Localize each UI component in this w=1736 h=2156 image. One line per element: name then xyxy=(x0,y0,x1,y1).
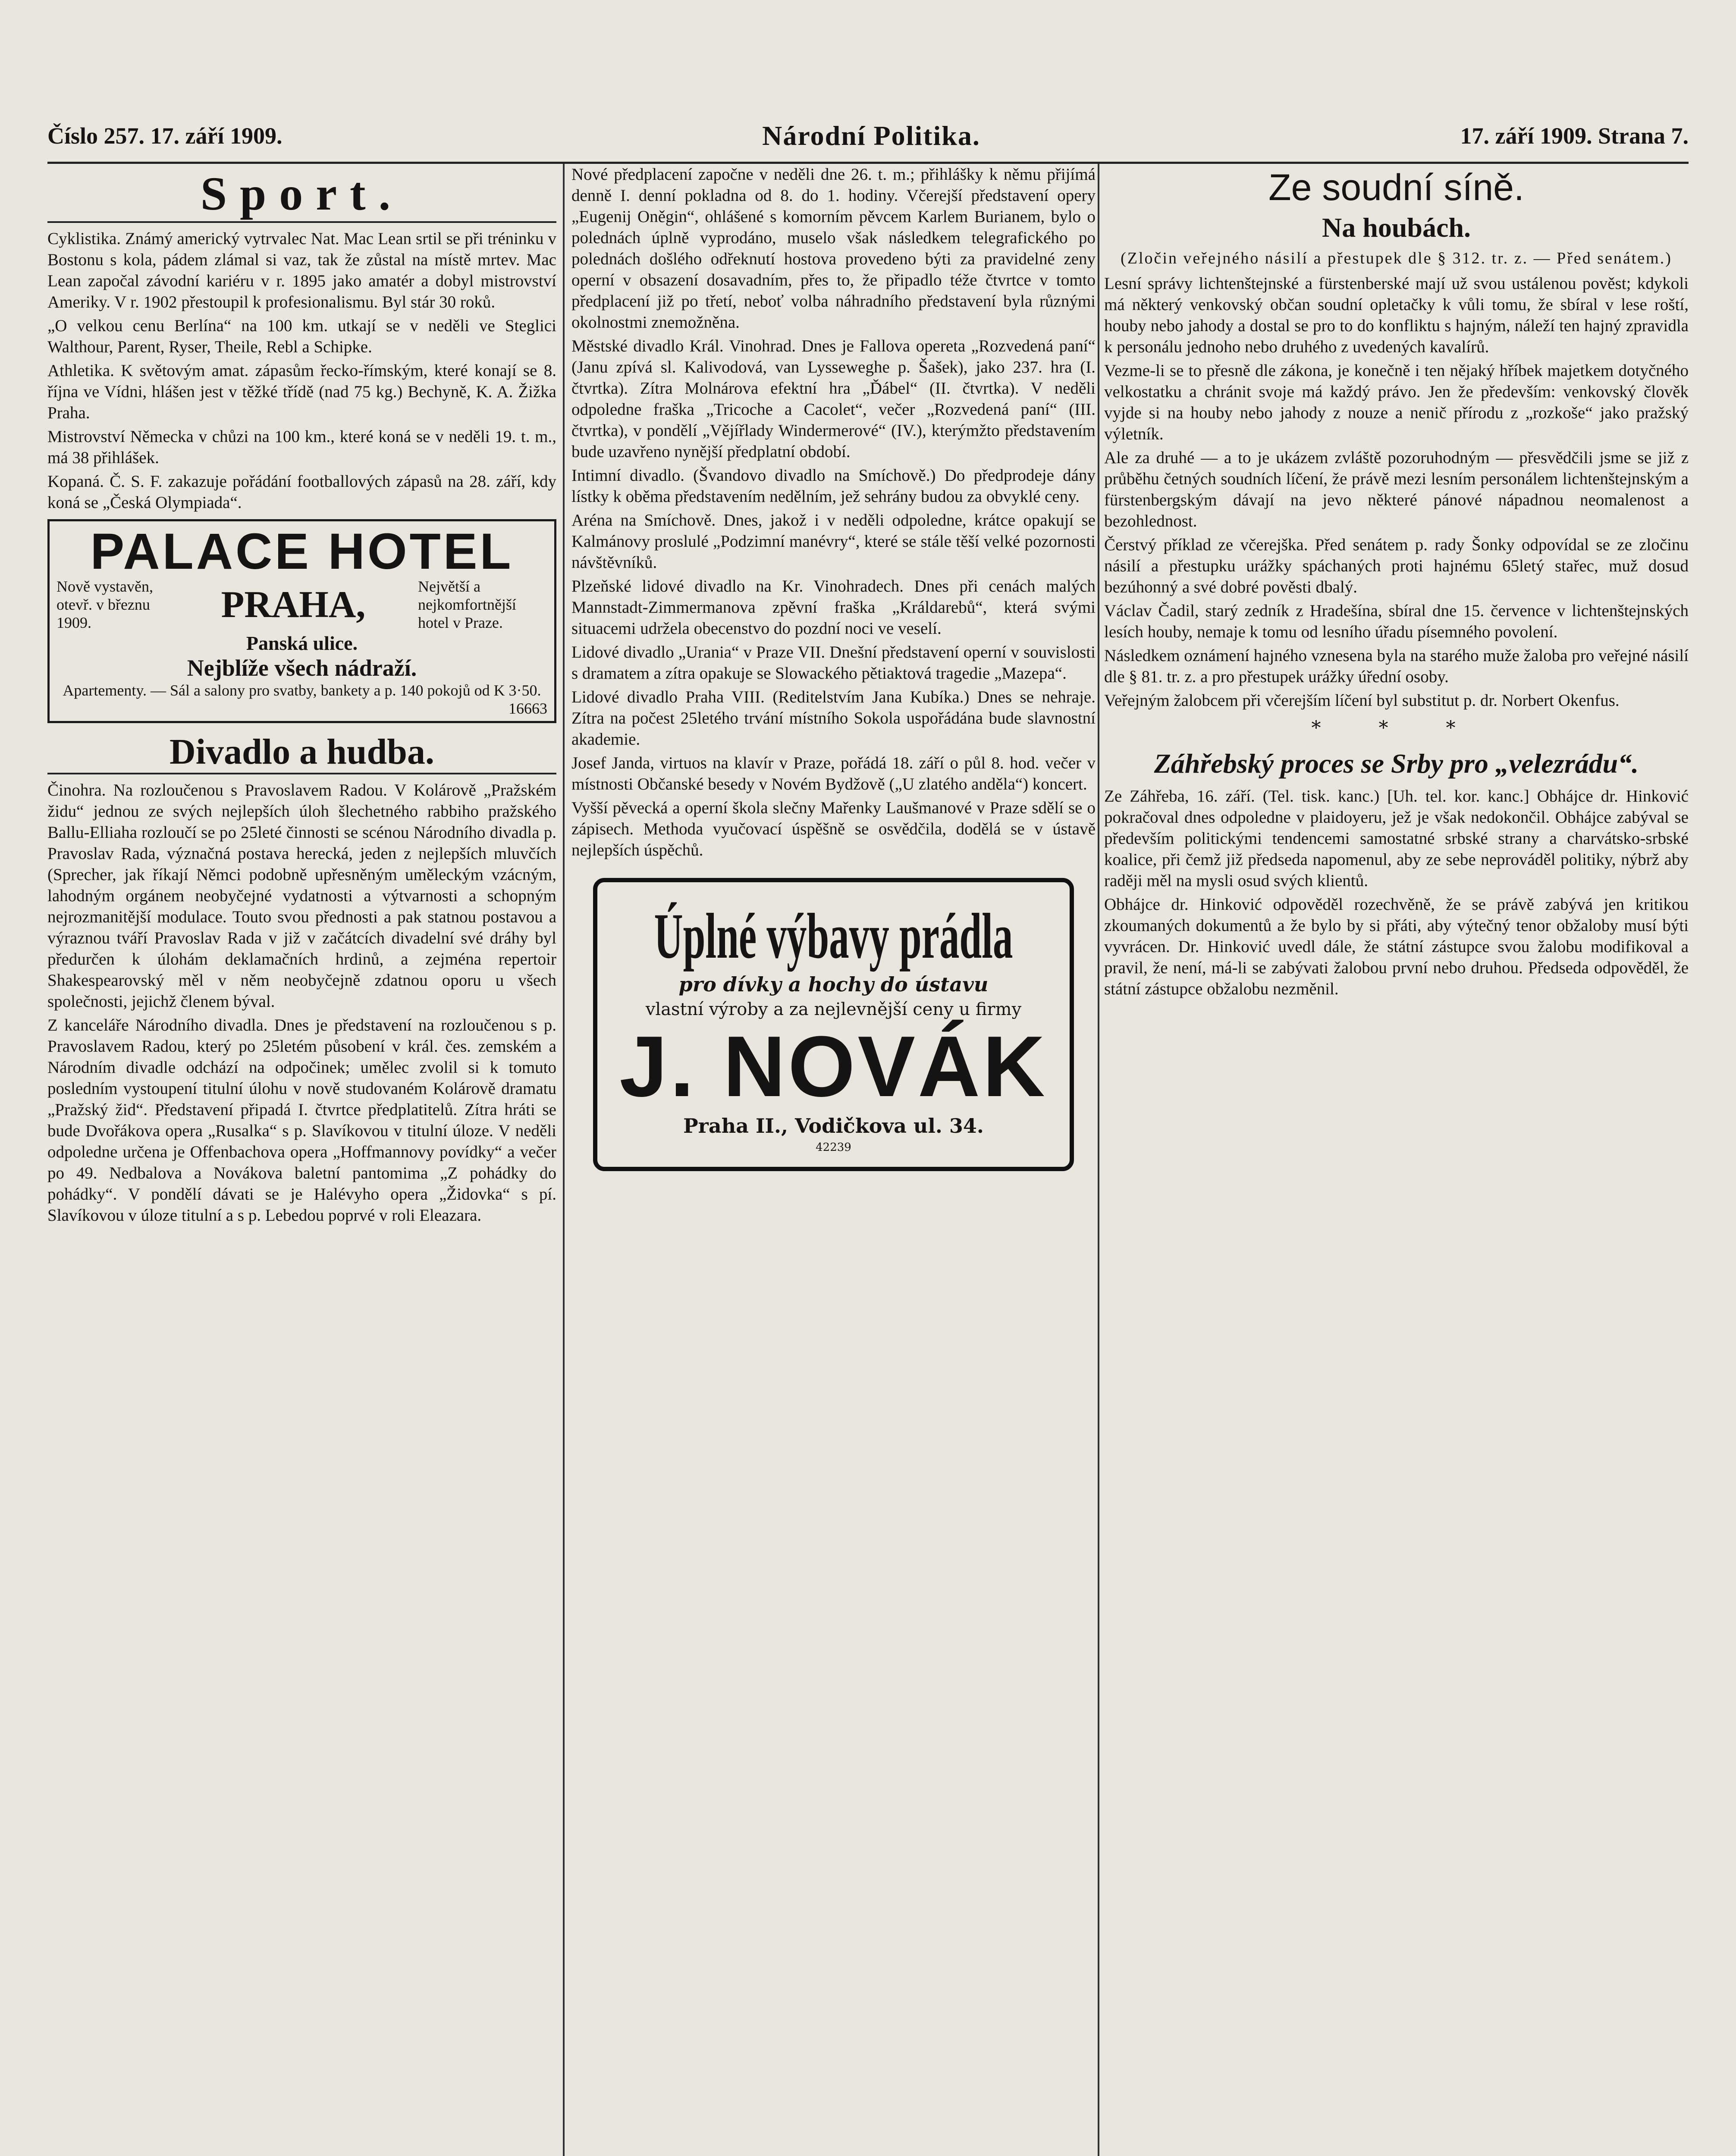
ad-code: 42239 xyxy=(816,1141,851,1154)
court-subheading: Na houbách. xyxy=(1322,212,1471,243)
court-para-2: Vezme-li se to přesně dle zákona, je konečně i ten nějaký hříbek majetkem dotyčného velkostatku a chránit svoje má každý právo. Jen že především: venkovský člověk vyjde si na houby nebo jahody z nouze a nenič přírodu z „rozkoše“ jako pražský výletník. xyxy=(1104,361,1689,443)
theatre-praha-viii: Lidové divadlo Praha VIII. (Reditelstvím Jana Kubíka.) Dnes se nehraje. Zítra na počest 25letého trvání místního Sokola uspořádána bude slavnostní akademie. xyxy=(571,688,1096,749)
sport-athletics: Athletika. K světovým amat. zápasům řecko-římským, které konají se 8. října ve Vídni, hlášen jest v těžké třídě (nad 75 kg.) Bechyně, K. A. Žižka Praha. xyxy=(47,361,556,422)
zagreb-trial-para-1: Ze Záhřeba, 16. září. (Tel. tisk. kanc.) [Uh. tel. kor. kanc.] Obhájce dr. Hinković pokračoval dnes odpoledne v plaidoyeru, jež je však nedokončil. Obhájce zabýval se především politickými tendencemi samostatné srbské strany a charvátsko-srbské koalice, při čemž již předseda napomenul, aby ze sebe neprováděl politiky, nýbrž aby raději měl na mysli osud svých klientů. xyxy=(1104,787,1689,890)
court-para-3: Ale za druhé — a to je ukázem zvláště pozoruhodným — přesvědčili jsme se již z průběhu četných soudních líčení, že právě mezi lesním personálem lichtenštejnským a fürstenbergským dávají na jevo některé pánové nápadnou neomalenost a bezohlednost. xyxy=(1104,448,1689,530)
novak-advertisement xyxy=(593,878,1074,1171)
sport-berlin: „O velkou cenu Berlína“ na 100 km. utkají se v neděli ve Steglici Walthour, Parent, Ryser, Theile, Rebl a Schipke. xyxy=(47,317,556,356)
palace-hotel-row xyxy=(57,577,547,632)
sport-heading: Sport. xyxy=(47,166,556,223)
separator-stars: * * * xyxy=(1311,717,1482,739)
ad-brand: J. NOVÁK xyxy=(619,1018,1048,1115)
column-theatre-news xyxy=(571,164,1096,1171)
theatre-drama: Činohra. Na rozloučenou s Pravoslavem Radou. V Kolárově „Pražském židu“ jednou ze svých nejlepších úloh šlechetného rabbiho pražského Ballu-Elliaha rozloučí se po 25leté činnosti se scénou Národního divadla p. Pravoslav Rada, význačná postava herecká, jeden z nejlepších mluvčích (Sprecher, jak říkají Němci podobně upřesněným uměleckým vzácným, lahodným orgánem neobyčejné vydatnosti a výtvarnosti a schopným nejrozmanitější modulace. Touto svou přednosti a pak statnou postavou a výraznou tváří Pravoslav Rada v již v začátcích divadelní své dráhy byl předurčen k úlohám deklamačních hrdinů, a zejména repertoir Shakespearovský měl v něm neobyčejně zdatnou oporu u všech společnosti, jejichž členem býval. xyxy=(47,781,556,1011)
palace-nearest: Nejblíže všech nádraží. xyxy=(187,655,417,681)
column-sport-theatre xyxy=(47,164,556,1228)
court-para-1: Lesní správy lichtenštejnské a fürstenberské mají už svou ustálenou pověst; kdykoli má některý venkovský občan soudní opletačky k vůli tomu, že sbíral v lese roští, houby nebo jahody a dostal se pro to do konfliktu s hajným, náleží ten hajný zpravidla k personálu jednoho nebo druhého z uvedených kavalírů. xyxy=(1104,274,1689,356)
column-divider xyxy=(563,164,565,2156)
opera-school: Vyšší pěvecká a operní škola slečny Mařenky Laušmanové v Praze sdělí se o zápisech. Methoda vyučovací úspěšně se osvědčila, dodělá se v ústavě nejlepších úspěchů. xyxy=(571,799,1096,859)
ad-title: Úplné výbavy prádla xyxy=(654,900,1013,972)
palace-hotel-ad xyxy=(47,519,556,723)
theatre-arena: Aréna na Smíchově. Dnes, jakož i v neděli odpoledne, krátce opakují se Kalmánovy proslulé „Podzimní manévry“, které se stále těší velké pozornosti návštěvníků. xyxy=(571,511,1096,572)
palace-hotel-name: PALACE HOTEL xyxy=(90,523,514,580)
sport-cycling: Cyklistika. Známý americký vytrvalec Nat. Mac Lean srtil se při tréninku v Bostonu s kola, pádem zlámal si vaz, tak že zůstal na místě mrtev. Mac Lean započal závodní kariéru v r. 1895 jako amatér a dobyl mistrovství Ameriky. V r. 1902 přestoupil k profesionalismu. Byl stár 30 roků. xyxy=(47,229,556,311)
palace-street: Panská ulice. xyxy=(246,632,358,654)
palace-largest: Největší a nejkomfortnější hotel v Praze. xyxy=(418,578,516,631)
zagreb-trial-para-2: Obhájce dr. Hinković odpověděl rozechvěně, že se právě zabývá jen kritikou zkoumaných dokumentů a že bylo by si přáti, aby výtečný tenor obžaloby musí býti vyvrácen. Dr. Hinković uvedl dále, že státní zástupce svou žalobu modifikoval a pravil, že není, má-li se zabývati žalobou první nebo druhou. Předseda odpověděl, že státní zástupce obžalobu nezměnil. xyxy=(1104,895,1689,998)
ad-address: Praha II., Vodičkova ul. 34. xyxy=(683,1114,984,1138)
zagreb-trial-heading: Záhřebský proces se Srby pro „velezrádu“. xyxy=(1154,748,1639,779)
palace-city: PRAHA, xyxy=(221,583,366,626)
theatre-intimate: Intimní divadlo. (Švandovo divadlo na Smíchově.) Do předprodeje dány lístky k oběma představením nedělním, jež sehrány budou za obvyklé ceny. xyxy=(571,466,1096,506)
court-para-7: Veřejným žalobcem při včerejším líčení byl substitut p. dr. Norbert Okenfus. xyxy=(1104,691,1620,710)
court-charge: (Zločin veřejného násilí a přestupek dle § 312. tr. z. — Před senátem.) xyxy=(1121,249,1672,267)
theatre-office: Z kanceláře Národního divadla. Dnes je představení na rozloučenou s p. Pravoslavem Radou, který po 25letém působení v král. čes. zemském a Národním divadle odchází na odpočinek; umělec zvolil si k tomuto posledním vystoupení titulní úlohu v nově studovaném Kolárově dramatu „Pražský žid“. Představení připadá I. čtvrtce předplatitelů. Zítra hráti se bude Dvořákova opera „Rusalka“ s p. Slavíkovou v titulní úloze. V neděli odpoledne určena je Offenbachova opera „Hoffmannovy povídky“ a večer po 49. Nedbalova a Novákova baletní pantomima „Z pohádky do pohádky“. V pondělí dávati se je Halévyho opera „Židovka“ s pí. Slavíkovou v úloze titulní a s p. Lebedou poprvé v roli Eleazara. xyxy=(47,1016,556,1225)
theatre-people: Plzeňské lidové divadlo na Kr. Vinohradech. Dnes při cenách malých Mannstadt-Zimmermanova zpěvní fraška „Králdarebů“, která svými situacemi udržela obecenstvo do pozdní noci ve veselí. xyxy=(571,577,1096,638)
palace-footer: Apartementy. — Sál a salony pro svatby, bankety a p. 140 pokojů od K 3·50. xyxy=(63,682,541,699)
palace-built: Nově vystavěn, otevř. v březnu 1909. xyxy=(57,578,153,631)
court-para-5: Václav Čadil, starý zedník z Hradešína, sbíral dne 15. července v lichtenštejnských lesích houby, nemaje k tomu od lesního úřadu písemného povolení. xyxy=(1104,602,1689,641)
concert-janda: Josef Janda, virtuos na klavír v Praze, pořádá 18. září o půl 8. hod. večer v místnosti Občanské besedy v Novém Bydžově („U zlatého anděla“) koncert. xyxy=(571,754,1096,793)
masthead: Národní Politika. xyxy=(762,120,980,151)
court-para-4: Čerstvý příklad ze včerejška. Před senátem p. rady Šonky odpovídal se ze zločinu násilí a přestupku urážky spáchaných proti hajnému 65letý stařec, muž dosud bezúhonný a své dobré pověsti dbalý. xyxy=(1104,536,1689,596)
sport-football: Kopaná. Č. S. F. zakazuje pořádání footballových zápasů na 28. září, kdy koná se „Česká Olympiada“. xyxy=(47,472,556,512)
page-header xyxy=(47,110,1689,164)
theatre-vinohrady: Městské divadlo Král. Vinohrad. Dnes je Fallova opereta „Rozvedená paní“ (Janu zpívá sl. Kalivodová, van Lysseweghe p. Šašek), jako 237. hra (I. čtvrtka). Zítra Molnárova efektní hra „Ďábel“ (II. čtvrtka). V neděli odpoledne fraška „Tricoche a Cacolet“, večer „Rozvedená paní“ (III. čtvrtka), v pondělí „Vějířlady Windermerové“ (IV.), kterýmžto představením bude uzavřeno nynější předplatní období. xyxy=(571,337,1096,461)
palace-code: 16663 xyxy=(509,700,547,717)
court-para-6: Následkem oznámení hajného vznesena byla na starého muže žaloba pro veřejné násilí dle § 81. tr. z. a pro přestupek urážky úřední osoby. xyxy=(1104,646,1689,686)
issue-number: Číslo 257. 17. září 1909. xyxy=(47,123,283,149)
theatre-subscription: Nové předplacení započne v neděli dne 26. t. m.; přihlášky k němu přijímá denně I. denní pokladna od 8. do 1. hodiny. Včerejší představení opery „Eugenij Oněgin“, ohlášené s komorním pěvcem Karlem Burianem, bylo o polednách úplně vyprodáno, muselo však následkem telegrafického po polednách došlého odřeknutí hostova provedeno býti za pravidelné zeny operní v obsazení dosavadním, přes to, že připadlo téže čtvrtce v tomto předplacení již po třetí, neboť volba náhradního představení byla různými okolnostmi znemožněna. xyxy=(571,165,1096,332)
column-divider xyxy=(1098,164,1099,2156)
ad-subtitle: pro dívky a hochy do ústavu xyxy=(678,973,989,996)
theatre-urania: Lidové divadlo „Urania“ v Praze VII. Dnešní představení operní v souvislosti s dramatem a zítra opakuje se Slowackého pětiaktová tragedie „Mazepa“. xyxy=(571,643,1096,683)
sport-walking: Mistrovství Německa v chůzi na 100 km., které koná se v neděli 19. t. m., má 38 přihlášek. xyxy=(47,427,556,467)
ad-description: vlastní výroby a za nejlevnější ceny u firmy xyxy=(645,1000,1022,1019)
court-heading: Ze soudní síně. xyxy=(1268,167,1524,208)
theatre-heading: Divadlo a hudba. xyxy=(47,731,556,774)
date-page: 17. září 1909. Strana 7. xyxy=(1460,123,1689,149)
column-court xyxy=(1104,164,1689,1002)
